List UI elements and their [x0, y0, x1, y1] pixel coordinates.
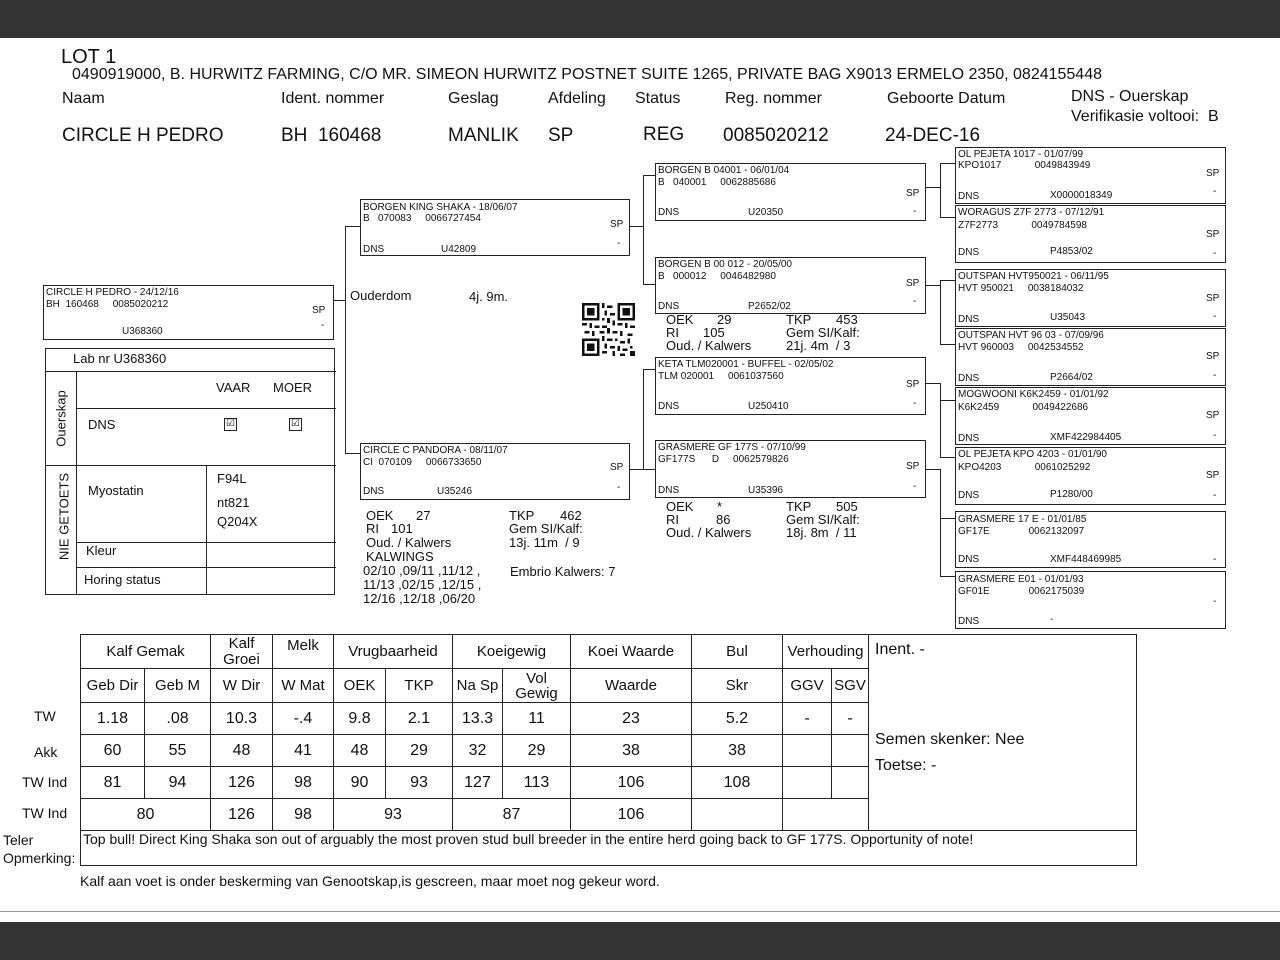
dam-kalwings-3: 12/16 ,12/18 ,06/20 — [363, 591, 476, 606]
akk-cell — [783, 735, 832, 767]
gg2-sp: SP — [1206, 229, 1220, 240]
footer-note: Kalf aan voet is onder beskerming van Genootskap,is gescreen, maar moet nog gekeur word. — [80, 873, 660, 889]
ss-code: U20350 — [748, 207, 784, 218]
sd-oek-label: OEK — [666, 312, 694, 327]
group-koeigewig: Koeigewig — [453, 635, 571, 669]
sd-ri-value: 105 — [703, 325, 725, 340]
lab-dns: DNS — [88, 417, 116, 432]
dam-oud-value: 13j. 11m / 9 — [509, 535, 580, 550]
twind2-kalf-groei: 126 — [211, 799, 273, 831]
sd-title: BORGEN B 00 012 - 20/05/00 — [658, 259, 792, 270]
sub-skr: Skr — [692, 669, 783, 703]
animal-box-title: CIRCLE H PEDRO - 24/12/16 — [46, 287, 179, 298]
tw-cell: - — [783, 703, 832, 735]
sub-sgv: SGV — [832, 669, 869, 703]
reg-label: Reg. nommer — [725, 90, 822, 107]
sub-geb-dir: Geb Dir — [81, 669, 145, 703]
geslag-label: Geslag — [448, 90, 499, 107]
twind-cell: 127 — [453, 767, 503, 799]
animal-box-sp: SP — [312, 305, 326, 316]
gg7-code: XMF448469985 — [1050, 554, 1122, 565]
gg3-code: U35043 — [1050, 312, 1086, 323]
gg8-title: GRASMERE E01 - 01/01/93 — [958, 574, 1084, 585]
akk-cell: 29 — [503, 735, 571, 767]
animal-status: REG — [643, 124, 685, 145]
gg7-ids: GF17E 0062132097 — [958, 526, 1085, 537]
twind-cell: 113 — [503, 767, 571, 799]
gg2-dns: DNS — [958, 247, 980, 258]
sd-gem-label: Gem SI/Kalf: — [786, 325, 860, 340]
verifikasie-text: Verifikasie voltooi: — [1071, 108, 1200, 125]
gg8-dns: DNS — [958, 616, 980, 627]
gg8-ids: GF01E 0062175039 — [958, 586, 1085, 597]
row-label-twind-2: TW Ind — [22, 805, 68, 821]
akk-cell: 32 — [453, 735, 503, 767]
toetse-text: Toetse: - — [875, 757, 937, 774]
ss-dash: - — [913, 206, 917, 217]
sire-ids: B 070083 0066727454 — [363, 213, 481, 224]
moer-checkbox: ☑ — [289, 418, 302, 431]
twind2-koei-waarde: 106 — [571, 799, 692, 831]
ss-title: BORGEN B 04001 - 06/01/04 — [658, 165, 790, 176]
gg-box-7 — [955, 511, 1226, 568]
gg6-ids: KPO4203 0061025292 — [958, 462, 1091, 473]
twind-cell — [832, 767, 869, 799]
dam-ids: CI 070109 0066733650 — [363, 457, 482, 468]
animal-box-ids: BH 160468 0085020212 — [46, 299, 169, 310]
footer-divider — [0, 911, 1280, 912]
dd-tkp-value: 505 — [836, 499, 858, 514]
gg6-title: OL PEJETA KPO 4203 - 01/01/90 — [958, 449, 1107, 460]
gg-box-6 — [955, 447, 1226, 505]
dd-sp: SP — [906, 461, 920, 472]
ds-code: U250410 — [748, 401, 789, 412]
ouderdom-label: Ouderdom — [350, 288, 412, 303]
dd-dash: - — [913, 481, 917, 492]
animal-box-code: U368360 — [122, 326, 163, 337]
sd-oud-label: Oud. / Kalwers — [666, 338, 752, 353]
gg6-code: P1280/00 — [1050, 489, 1093, 500]
akk-cell: 48 — [211, 735, 273, 767]
verifikasie-label — [1071, 108, 1219, 126]
twind2-bul — [692, 799, 783, 831]
dam-dam-box — [655, 440, 926, 498]
gg5-dash: - — [1213, 430, 1217, 441]
gg3-dash: - — [1213, 311, 1217, 322]
performance-table — [80, 634, 1137, 866]
gg5-ids: K6K2459 0049422686 — [958, 402, 1089, 413]
top-bar — [0, 0, 1280, 38]
twind-cell: 90 — [334, 767, 386, 799]
inent-text: Inent. - — [875, 641, 925, 658]
ds-title: KETA TLM020001 - BUFFEL - 02/05/02 — [658, 359, 834, 370]
opmerking-label: Opmerking: — [3, 850, 76, 866]
gg1-ids: KPO1017 0049843949 — [958, 160, 1091, 171]
twind2-koeigewig: 87 — [453, 799, 571, 831]
lab-kleur: Kleur — [86, 543, 117, 558]
group-bul: Bul — [692, 635, 783, 669]
gg-box-3 — [955, 269, 1226, 327]
animal-geslag: MANLIK — [448, 125, 519, 146]
tw-cell: -.4 — [273, 703, 334, 735]
afdeling-label: Afdeling — [548, 90, 606, 107]
semen-text: Semen skenker: Nee — [875, 731, 1025, 748]
dam-tkp-label: TKP — [509, 508, 535, 523]
gg1-code: X0000018349 — [1050, 190, 1113, 201]
dd-tkp-label: TKP — [786, 499, 812, 514]
sub-w-mat: W Mat — [273, 669, 334, 703]
twind-cell: 98 — [273, 767, 334, 799]
myo-f94l: F94L — [217, 471, 247, 486]
dam-ri-value: 101 — [391, 521, 413, 536]
dd-ri-value: 86 — [716, 512, 731, 527]
akk-cell: 60 — [81, 735, 145, 767]
twind2-melk: 98 — [273, 799, 334, 831]
dam-ri-label: RI — [366, 521, 379, 536]
twind-cell: 81 — [81, 767, 145, 799]
tw-cell: 11 — [503, 703, 571, 735]
dam-kalwings-label: KALWINGS — [366, 549, 434, 564]
dam-sp: SP — [610, 462, 624, 473]
gg4-code: P2664/02 — [1050, 372, 1093, 383]
lot-number: LOT 1 — [61, 46, 117, 68]
sire-code: U42809 — [441, 244, 477, 255]
lab-nr: Lab nr U368360 — [73, 351, 167, 366]
tw-cell: 13.3 — [453, 703, 503, 735]
naam-label: Naam — [62, 90, 105, 107]
gg2-ids: Z7F2773 0049784598 — [958, 220, 1087, 231]
dam-embrio: Embrio Kalwers: 7 — [510, 564, 616, 579]
sire-dash: - — [617, 238, 621, 249]
sd-ids: B 000012 0046482980 — [658, 271, 776, 282]
ds-dash: - — [913, 398, 917, 409]
gg5-sp: SP — [1206, 410, 1220, 421]
ss-dns: DNS — [658, 207, 680, 218]
sub-ggv: GGV — [783, 669, 832, 703]
verifikasie-value: B — [1207, 108, 1219, 125]
sub-geb-m: Geb M — [145, 669, 211, 703]
animal-ident: BH 160468 — [281, 125, 382, 146]
myo-q204x: Q204X — [217, 514, 258, 529]
dam-box — [360, 443, 630, 500]
ouderdom-value: 4j. 9m. — [469, 289, 509, 304]
dd-code: U35396 — [748, 485, 784, 496]
sd-dns: DNS — [658, 301, 680, 312]
geboorte-label: Geboorte Datum — [887, 90, 1006, 107]
twind-cell: 93 — [386, 767, 453, 799]
twind-cell: 94 — [145, 767, 211, 799]
group-vrugbaarheid: Vrugbaarheid — [334, 635, 453, 669]
dam-dash: - — [617, 482, 621, 493]
myo-nt821: nt821 — [217, 495, 250, 510]
akk-cell: 29 — [386, 735, 453, 767]
dam-sire-box — [655, 357, 926, 415]
sd-tkp-value: 453 — [836, 312, 858, 327]
dam-dns: DNS — [363, 486, 385, 497]
dd-oud-value: 18j. 8m / 11 — [786, 525, 857, 540]
tw-cell: 9.8 — [334, 703, 386, 735]
gg1-dns: DNS — [958, 191, 980, 202]
sire-dam-box — [655, 257, 926, 314]
akk-cell: 38 — [692, 735, 783, 767]
dam-code: U35246 — [437, 486, 473, 497]
gg7-title: GRASMERE 17 E - 01/01/85 — [958, 514, 1087, 525]
ouerskap-label: Ouerskap — [53, 390, 69, 447]
ss-ids: B 040001 0062885686 — [658, 177, 776, 188]
gg4-sp: SP — [1206, 351, 1220, 362]
gg6-dash: - — [1213, 490, 1217, 501]
dam-oek-value: 27 — [416, 508, 431, 523]
row-label-tw: TW — [34, 708, 56, 724]
gg3-title: OUTSPAN HVT950021 - 06/11/95 — [958, 271, 1109, 282]
animal-reg: 0085020212 — [723, 125, 829, 146]
dam-kalwings-2: 11/13 ,02/15 ,12/15 , — [363, 577, 482, 592]
twind2-vrugbaarheid: 93 — [334, 799, 453, 831]
gg2-dash: - — [1213, 248, 1217, 259]
lab-box — [45, 348, 335, 595]
gg6-dns: DNS — [958, 490, 980, 501]
gg4-dash: - — [1213, 370, 1217, 381]
lab-horing: Horing status — [84, 572, 161, 587]
dd-ids: GF177S D 0062579826 — [658, 454, 789, 465]
sd-oek-value: 29 — [717, 312, 732, 327]
gg8-code: - — [1050, 614, 1054, 625]
dd-ri-label: RI — [666, 512, 679, 527]
twind-cell — [783, 767, 832, 799]
row-label-akk: Akk — [34, 744, 58, 760]
twind-cell: 126 — [211, 767, 273, 799]
status-label: Status — [635, 90, 681, 107]
lab-myostatin: Myostatin — [88, 483, 144, 498]
ss-sp: SP — [906, 188, 920, 199]
dam-tkp-value: 462 — [560, 508, 582, 523]
sub-vol-gewig: Vol Gewig — [503, 669, 571, 703]
sd-oud-value: 21j. 4m / 3 — [786, 338, 851, 353]
sub-na-sp: Na Sp — [453, 669, 503, 703]
sd-sp: SP — [906, 278, 920, 289]
gg4-dns: DNS — [958, 373, 980, 384]
remarks-text: Top bull! Direct King Shaka son out of arguably the most proven stud bull breeder in the entire herd going back to GF 177S. Opportunity of note! — [81, 831, 1137, 866]
dam-oek-label: OEK — [366, 508, 394, 523]
dam-gem-label: Gem SI/Kalf: — [509, 521, 583, 536]
sd-tkp-label: TKP — [786, 312, 812, 327]
gg5-title: MOGWOONI K6K2459 - 01/01/92 — [958, 389, 1109, 400]
gg1-sp: SP — [1206, 168, 1220, 179]
gg-box-8 — [955, 571, 1226, 629]
sire-box — [360, 199, 630, 256]
gg7-dns: DNS — [958, 554, 980, 565]
animal-pedigree-box — [43, 285, 334, 340]
dd-title: GRASMERE GF 177S - 07/10/99 — [658, 442, 806, 453]
teler-label: Teler — [3, 832, 34, 848]
nie-getoets-label: NIE GETOETS — [56, 472, 72, 561]
extra-info-cell — [869, 635, 1137, 831]
tw-cell: 23 — [571, 703, 692, 735]
twind-cell: 108 — [692, 767, 783, 799]
twind2-verhouding — [783, 799, 869, 831]
ident-label: Ident. nommer — [281, 90, 385, 107]
owner-line: 0490919000, B. HURWITZ FARMING, C/O MR. SIMEON HURWITZ POSTNET SUITE 1265, PRIVATE BAG X9013 ERMELO 2350, 0824155448 — [72, 66, 1102, 83]
akk-cell: 41 — [273, 735, 334, 767]
akk-cell — [832, 735, 869, 767]
gg3-ids: HVT 950021 0038184032 — [958, 283, 1084, 294]
gg2-code: P4853/02 — [1050, 246, 1093, 257]
tw-cell: 5.2 — [692, 703, 783, 735]
gg6-sp: SP — [1206, 470, 1220, 481]
gg3-sp: SP — [1206, 293, 1220, 304]
group-koei-waarde: Koei Waarde — [571, 635, 692, 669]
twind-cell: 106 — [571, 767, 692, 799]
sub-tkp: TKP — [386, 669, 453, 703]
animal-geboorte: 24-DEC-16 — [885, 125, 981, 146]
sd-ri-label: RI — [666, 325, 679, 340]
tw-cell: - — [832, 703, 869, 735]
gg2-title: WORAGUS Z7F 2773 - 07/12/91 — [958, 207, 1105, 218]
dam-kalwings-1: 02/10 ,09/11 ,11/12 , — [363, 563, 481, 578]
bottom-bar — [0, 922, 1280, 960]
animal-box-dash: - — [321, 320, 325, 331]
gg1-dash: - — [1213, 186, 1217, 197]
animal-name: CIRCLE H PEDRO — [62, 125, 224, 146]
dd-oek-value: * — [717, 499, 723, 514]
tw-cell: 2.1 — [386, 703, 453, 735]
sd-code: P2652/02 — [748, 301, 791, 312]
dns-ouerskap-label: DNS - Ouerskap — [1071, 88, 1189, 105]
tw-cell: 1.18 — [81, 703, 145, 735]
dam-title: CIRCLE C PANDORA - 08/11/07 — [363, 445, 508, 456]
sire-dns: DNS — [363, 244, 385, 255]
sub-w-dir: W Dir — [211, 669, 273, 703]
tw-cell: .08 — [145, 703, 211, 735]
animal-afdeling: SP — [548, 125, 574, 146]
gg-box-4 — [955, 328, 1226, 386]
tw-cell: 10.3 — [211, 703, 273, 735]
group-verhouding: Verhouding — [783, 635, 869, 669]
sd-dash: - — [913, 296, 917, 307]
gg3-dns: DNS — [958, 314, 980, 325]
gg5-code: XMF422984405 — [1050, 432, 1122, 443]
group-melk: Melk — [273, 635, 334, 669]
ds-dns: DNS — [658, 401, 680, 412]
ds-ids: TLM 020001 0061037560 — [658, 371, 784, 382]
qr-code-icon — [582, 303, 635, 356]
lab-moer: MOER — [273, 380, 312, 395]
group-kalf-groei: Kalf Groei — [211, 635, 273, 669]
lab-vaar: VAAR — [216, 380, 251, 395]
dd-oek-label: OEK — [666, 499, 694, 514]
dd-gem-label: Gem SI/Kalf: — [786, 512, 860, 527]
dam-oud-label: Oud. / Kalwers — [366, 535, 452, 550]
dd-oud-label: Oud. / Kalwers — [666, 525, 752, 540]
gg-box-5 — [955, 387, 1226, 445]
sire-sp: SP — [610, 219, 624, 230]
ds-sp: SP — [906, 379, 920, 390]
gg4-ids: HVT 960003 0042534552 — [958, 342, 1084, 353]
akk-cell: 48 — [334, 735, 386, 767]
sub-waarde: Waarde — [571, 669, 692, 703]
gg5-dns: DNS — [958, 433, 980, 444]
gg-box-2 — [955, 205, 1226, 263]
sub-oek: OEK — [334, 669, 386, 703]
gg1-title: OL PEJETA 1017 - 01/07/99 — [958, 149, 1084, 160]
gg4-title: OUTSPAN HVT 96 03 - 07/09/96 — [958, 330, 1104, 341]
akk-cell: 38 — [571, 735, 692, 767]
dd-dns: DNS — [658, 485, 680, 496]
row-label-twind: TW Ind — [22, 774, 68, 790]
gg7-dash: - — [1213, 554, 1217, 565]
group-kalf-gemak: Kalf Gemak — [81, 635, 211, 669]
sire-sire-box — [655, 163, 926, 221]
akk-cell: 55 — [145, 735, 211, 767]
twind2-kalf-gemak: 80 — [81, 799, 211, 831]
gg-box-1 — [955, 147, 1226, 204]
vaar-checkbox: ☑ — [224, 418, 237, 431]
gg8-dash: - — [1213, 596, 1217, 607]
sire-title: BORGEN KING SHAKA - 18/06/07 — [363, 202, 518, 213]
